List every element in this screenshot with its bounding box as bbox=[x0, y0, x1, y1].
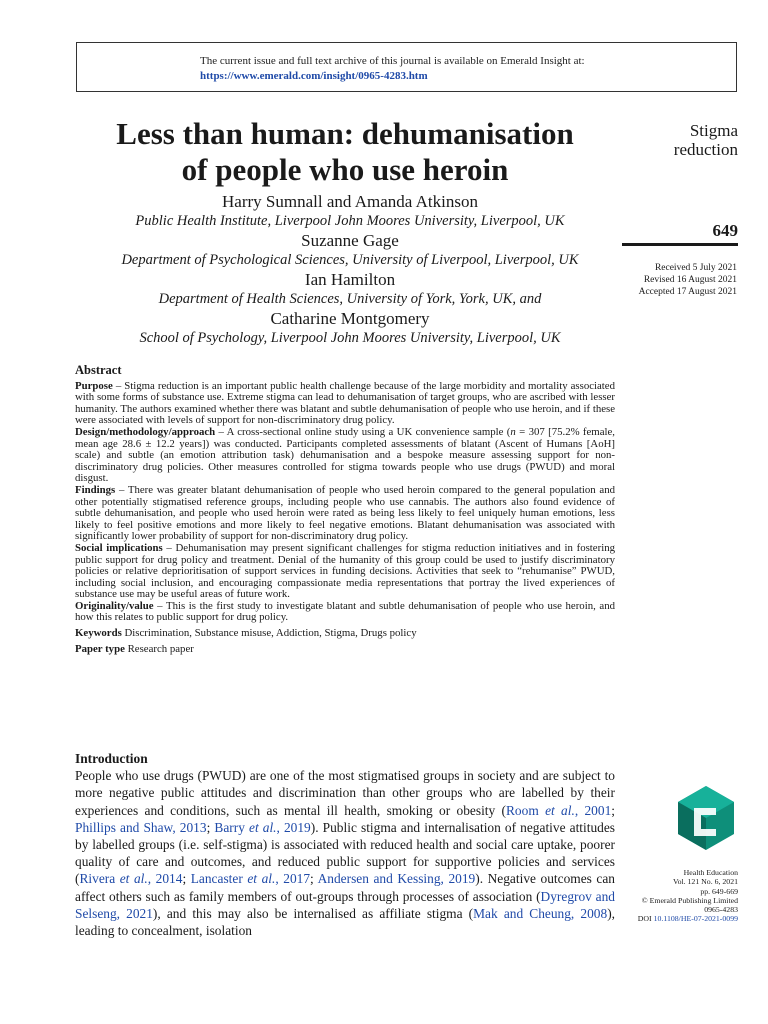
article-title-line-1: Less than human: dehumanisation bbox=[116, 116, 574, 151]
sample-size-symbol: n bbox=[510, 425, 516, 438]
paper-type-label: Paper type bbox=[75, 642, 125, 655]
abstract-purpose bbox=[75, 381, 615, 427]
citation-author: Room bbox=[506, 802, 546, 818]
author-affiliation: Department of Health Sciences, University of York, York, UK, and bbox=[158, 291, 542, 307]
social-label: Social implications bbox=[75, 541, 163, 554]
introduction-heading: Introduction bbox=[75, 751, 148, 766]
purpose-text: – Stigma reduction is an important public health challenge because of the large morbidity and mortality associated with some forms of substance use. Extreme stigma can lead to dehumanisation of target groups, who are ascribed with lesser humanity. The authors examined whether there was blatant and subtle dehumanisation of people who use heroin, and if these were associated with levels of support for non-discriminatory drug policy. bbox=[75, 379, 615, 427]
body-text: ). Public stigma and internalisation of negative attitudes by labelled groups (i.e. self-stigma) is associated with reduced health and social care uptake, poorer quality of care and outcomes, and reduced public support for supportive policies and services ( bbox=[75, 819, 615, 887]
body-text: ). Negative outcomes can affect others such as family members of out-groups through processes of association ( bbox=[75, 871, 615, 904]
author-list bbox=[60, 192, 640, 348]
design-text-a: – A cross-sectional online study using a UK convenience sample ( bbox=[215, 425, 511, 438]
citation-link[interactable]: Andersen and Kessing, 2019 bbox=[317, 871, 476, 887]
findings-text: – There was greater blatant dehumanisation of people who used heroin compared to the general population and other potentially stigmatised reference groups, including people who use cannabis. The authors also found evidence of subtle dehumanisation, and people who used heroin were rated as being less likely to feel uniquely human emotions, less likely to feel positive emotions and more likely to feel negative emotions. Blatant dehumanisation was associated with significantly lower probability of support for non-discriminatory drug policy. bbox=[75, 483, 615, 543]
running-head-line-2: reduction bbox=[673, 140, 738, 159]
citation-link[interactable]: Mak and Cheung, 2008 bbox=[473, 905, 608, 921]
citation-etal: et al. bbox=[545, 802, 575, 818]
introduction-paragraph bbox=[75, 767, 615, 939]
abstract-social-implications bbox=[75, 543, 615, 601]
running-head-line-1: Stigma bbox=[689, 121, 738, 140]
author-affiliation: School of Psychology, Liverpool John Moores University, Liverpool, UK bbox=[139, 330, 561, 346]
abstract-originality bbox=[75, 601, 615, 624]
issn: 0965-4283 bbox=[704, 905, 738, 915]
paper-type-text: Research paper bbox=[124, 642, 194, 655]
article-title-line-2: of people who use heroin bbox=[181, 152, 509, 187]
publisher-logo-icon bbox=[672, 784, 740, 852]
abstract-section bbox=[75, 365, 615, 655]
page-number: 649 bbox=[712, 221, 738, 240]
findings-label: Findings bbox=[75, 483, 116, 496]
article-title bbox=[60, 116, 630, 188]
citation-etal: et al. bbox=[249, 819, 277, 835]
access-notice-text: The current issue and full text archive of this journal is available on Emerald Insight at: bbox=[200, 55, 585, 67]
introduction-section bbox=[75, 750, 615, 939]
keywords-text: Discrimination, Substance misuse, Addiction, Stigma, Drugs policy bbox=[121, 627, 417, 640]
copyright: © Emerald Publishing Limited bbox=[641, 895, 738, 905]
citation-year: , 2019 bbox=[276, 819, 311, 835]
design-text-b: = 307 [75.2% female, mean age 28.6 ± 12.2 years]) was conducted. Participants completed assessments of blatant (Ascent of Humans [AoH] scale) and subtle (an emotion attribution task) dehumanisation and a bespoke measure assessing support for non-discriminatory drug policies. Other measures controlled for stigma towards people who use drugs (PWUD) and moral disgust. bbox=[75, 425, 615, 485]
citation-link[interactable] bbox=[191, 871, 310, 886]
citation-year: , 2001 bbox=[574, 802, 612, 818]
citation-author: Barry bbox=[214, 819, 249, 835]
originality-label: Originality/value bbox=[75, 599, 154, 612]
publication-details bbox=[612, 868, 738, 924]
paper-type bbox=[75, 644, 615, 656]
abstract-heading: Abstract bbox=[75, 363, 122, 377]
volume-info: Vol. 121 No. 6, 2021 bbox=[672, 877, 738, 887]
author-name: Catharine Montgomery bbox=[270, 309, 430, 328]
citation-separator: ; bbox=[611, 802, 615, 818]
originality-text: – This is the first study to investigate blatant and subtle dehumanisation of people who use heroin, and how this relates to public support for drug policy. bbox=[75, 599, 615, 624]
citation-etal: et al. bbox=[247, 871, 276, 887]
citation-separator: ; bbox=[310, 871, 318, 887]
author-name: Suzanne Gage bbox=[301, 231, 399, 250]
body-text: ), and this may also be internalised as affiliate stigma ( bbox=[152, 905, 474, 921]
journal-name: Health Education bbox=[683, 868, 738, 877]
citation-link[interactable] bbox=[506, 803, 611, 818]
body-text: People who use drugs (PWUD) are one of the most stigmatised groups in society and are subject to more negative public attitudes and discrimination than other groups who are labelled by their experiences and conditions, such as mental ill health, smoking or obesity ( bbox=[75, 768, 615, 818]
citation-link[interactable] bbox=[79, 871, 182, 886]
design-label: Design/methodology/approach bbox=[75, 425, 216, 438]
doi-line bbox=[612, 914, 738, 923]
citation-author: Rivera bbox=[79, 871, 120, 887]
citation-year: , 2014 bbox=[147, 871, 183, 887]
citation-link[interactable]: Phillips and Shaw, 2013 bbox=[75, 819, 207, 835]
citation-etal: et al. bbox=[119, 871, 148, 887]
received-date: Received 5 July 2021 bbox=[654, 263, 737, 273]
citation-separator: ; bbox=[182, 871, 191, 887]
abstract-design bbox=[75, 427, 615, 485]
citation-link[interactable] bbox=[214, 820, 310, 835]
citation-year: , 2017 bbox=[275, 871, 311, 887]
author-name: Harry Sumnall and Amanda Atkinson bbox=[222, 192, 478, 211]
revised-date: Revised 16 August 2021 bbox=[643, 275, 737, 285]
abstract-findings bbox=[75, 485, 615, 543]
doi-link[interactable]: 10.1108/HE-07-2021-0099 bbox=[653, 914, 738, 924]
accepted-date: Accepted 17 August 2021 bbox=[638, 287, 737, 297]
doi-label: DOI bbox=[637, 914, 654, 924]
social-text: – Dehumanisation may present significant challenges for stigma reduction initiatives and in fostering public support for drug policy and treatment. Denial of the humanity of this group could be used to justify discriminatory policies or relative deprioritisation of support services in funding decisions. Activities that seek to “rehumanise” PWUD, including social inclusion, and encouraging compassionate media representations that portray the lived experiences of substance use may be useful areas of future work. bbox=[75, 541, 615, 601]
purpose-label: Purpose bbox=[75, 379, 113, 392]
keywords bbox=[75, 628, 615, 640]
journal-archive-link[interactable]: https://www.emerald.com/insight/0965-4283.htm bbox=[200, 70, 428, 82]
author-name: Ian Hamilton bbox=[304, 270, 396, 289]
keywords-label: Keywords bbox=[75, 627, 122, 640]
citation-author: Lancaster bbox=[190, 871, 248, 887]
author-affiliation: Public Health Institute, Liverpool John Moores University, Liverpool, UK bbox=[135, 213, 565, 229]
citation-link[interactable]: Dyregrov and Selseng, 2021 bbox=[75, 888, 615, 921]
page-range: pp. 649-669 bbox=[700, 886, 738, 896]
author-affiliation: Department of Psychological Sciences, University of Liverpool, Liverpool, UK bbox=[121, 252, 579, 268]
citation-separator: ; bbox=[206, 819, 215, 835]
body-text: ), leading to concealment, isolation bbox=[75, 905, 616, 939]
access-notice-box bbox=[76, 42, 737, 92]
running-head bbox=[640, 121, 738, 159]
